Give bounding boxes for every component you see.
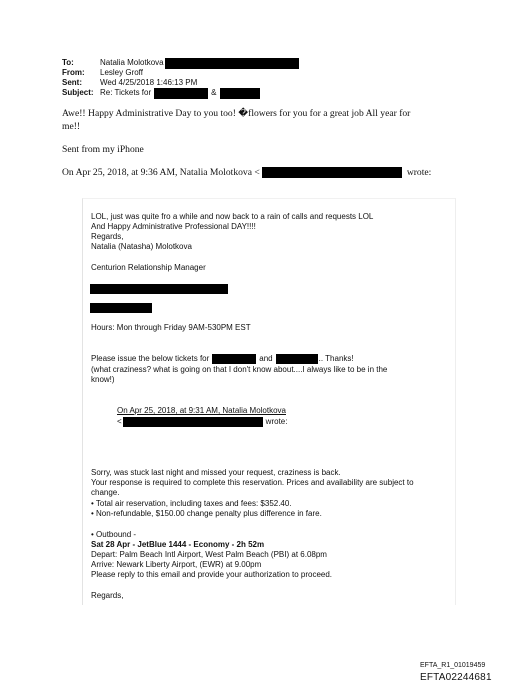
redaction-block xyxy=(154,88,208,99)
quoted-line: Regards, xyxy=(91,591,124,600)
redaction-block xyxy=(220,88,260,99)
subject-value: Re: Tickets for xyxy=(100,88,152,97)
quoted-line: Please reply to this email and provide your authorization to proceed. xyxy=(91,570,333,579)
quote-intro-line xyxy=(62,167,431,178)
quoted-text: wrote: xyxy=(265,417,288,426)
redaction-block xyxy=(90,284,228,294)
redaction-block xyxy=(90,303,152,313)
from-row xyxy=(62,68,299,78)
from-value: Lesley Groff xyxy=(100,68,143,77)
quoted-text: and xyxy=(259,354,273,363)
quoted-line: change. xyxy=(91,488,120,497)
email-header xyxy=(62,58,299,98)
quoted-line: (what craziness? what is going on that I don't know about....I always like to be in the xyxy=(91,365,388,374)
redaction-block xyxy=(165,58,299,69)
quoted-line: Sorry, was stuck last night and missed your request, craziness is back. xyxy=(91,468,341,477)
redaction-block xyxy=(262,167,402,178)
quoted-line: Depart: Palm Beach Intl Airport, West Palm Beach (PBI) at 6.08pm xyxy=(91,550,327,559)
to-label: To: xyxy=(62,58,74,67)
quoted-line: know!) xyxy=(91,375,115,384)
quoted-text: Please issue the below tickets for xyxy=(91,354,210,363)
sent-value: Wed 4/25/2018 1:46:13 PM xyxy=(100,78,198,87)
subject-ampersand: & xyxy=(211,88,217,97)
flight-line: Sat 28 Apr - JetBlue 1444 - Economy - 2h 52m xyxy=(91,540,265,549)
redaction-block xyxy=(212,354,256,364)
quoted-title: Centurion Relationship Manager xyxy=(91,263,206,272)
quoted-text: < xyxy=(117,417,122,426)
quoted-bullet: • Total air reservation, including taxes and fees: $352.40. xyxy=(91,499,292,508)
redaction-block xyxy=(276,354,318,364)
quoted-line: Regards, xyxy=(91,232,124,241)
to-value: Natalia Molotkova xyxy=(100,58,164,67)
nested-quote-line xyxy=(117,417,287,427)
bates-ref-1: EFTA_R1_01019459 xyxy=(420,662,486,669)
quote-intro-text: On Apr 25, 2018, at 9:36 AM, Natalia Molotkova < xyxy=(62,167,260,178)
bates-ref-2: EFTA02244681 xyxy=(420,672,492,683)
quoted-line: Arrive: Newark Liberty Airport, (EWR) at 9.00pm xyxy=(91,560,262,569)
reply-line-1: Awe!! Happy Administrative Day to you too! �flowers for you for a great job All year for xyxy=(62,108,411,119)
quoted-line: Your response is required to complete this reservation. Prices and availability are subject to xyxy=(91,478,414,487)
quoted-line: LOL, just was quite fro a while and now back to a rain of calls and requests LOL xyxy=(91,212,374,221)
quoted-text: .. Thanks! xyxy=(318,354,354,363)
sent-from-line: Sent from my iPhone xyxy=(62,144,144,155)
nested-quote-intro: On Apr 25, 2018, at 9:31 AM, Natalia Molotkova xyxy=(117,406,286,415)
quoted-hours: Hours: Mon through Friday 9AM-530PM EST xyxy=(91,323,251,332)
subject-label: Subject: xyxy=(62,88,94,97)
quote-wrote-text: wrote: xyxy=(406,167,432,178)
quoted-bullet: • Outbound - xyxy=(91,530,137,539)
from-label: From: xyxy=(62,68,85,77)
subject-row xyxy=(62,88,299,98)
quoted-line: Natalia (Natasha) Molotkova xyxy=(91,242,192,251)
sent-label: Sent: xyxy=(62,78,82,87)
quoted-line: And Happy Administrative Professional DAY!!!! xyxy=(91,222,256,231)
redaction-block xyxy=(123,417,263,427)
reply-line-2: me!! xyxy=(62,121,81,132)
to-row xyxy=(62,58,299,68)
sent-row xyxy=(62,78,299,88)
quoted-request-line xyxy=(91,354,354,364)
quoted-bullet: • Non-refundable, $150.00 change penalty plus difference in fare. xyxy=(91,509,322,518)
